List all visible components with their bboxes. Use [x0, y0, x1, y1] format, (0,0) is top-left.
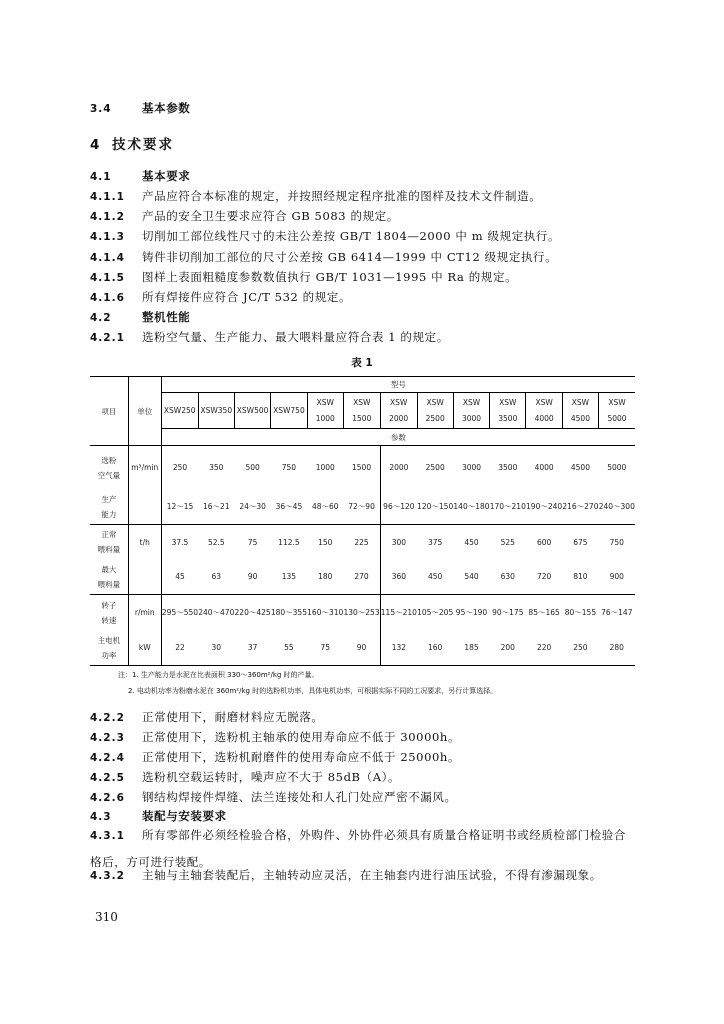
table-cell: 55	[284, 643, 294, 653]
table-cell: 540	[464, 572, 479, 582]
table-cell: 76～147	[601, 608, 633, 618]
row-label: 喂料量	[97, 545, 121, 555]
table-cell: 525	[500, 537, 515, 547]
model-size: 4500	[570, 413, 590, 423]
table-cell: 450	[464, 537, 479, 547]
row-unit: m³/min	[131, 463, 159, 473]
page-number: 310	[95, 910, 118, 924]
table-cell: 3500	[498, 463, 518, 473]
table-cell: 295～550	[161, 608, 199, 618]
table-row	[90, 490, 635, 525]
row-label: 能力	[101, 509, 117, 519]
model-name: XSW350	[200, 405, 233, 415]
clause-4-2-2: 4.2.2 正常使用下，耐磨材料应无脱落。	[90, 710, 324, 724]
table-row	[90, 446, 635, 490]
row-label: 功率	[101, 650, 117, 660]
table-cell: 12～15	[166, 502, 194, 512]
table-cell: 190～240	[526, 502, 563, 512]
table-cell: 140～180	[453, 502, 490, 512]
table-cell: 5000	[607, 463, 627, 473]
model-name: XSW750	[273, 405, 305, 415]
table-cell: 450	[428, 572, 443, 582]
table-cell: 48～60	[311, 502, 339, 512]
model-name: XSW	[389, 397, 408, 407]
table-cell: 115～210	[380, 608, 417, 618]
table-cell: 90	[247, 572, 258, 582]
table-cell: 130～253	[343, 608, 380, 618]
table-cell: 240～470	[198, 608, 235, 618]
row-label: 选粉	[101, 455, 117, 465]
table-cell: 270	[354, 572, 369, 582]
table-cell: 3000	[461, 463, 482, 473]
table-cell: 37.5	[171, 537, 189, 547]
model-size: 1500	[352, 413, 372, 423]
table-cell: 600	[536, 537, 552, 547]
spec-table-body	[90, 377, 635, 666]
table-cell: 180～355	[270, 608, 307, 618]
table-cell: 52.5	[207, 537, 225, 547]
heading-4-1: 4.1 基本要求	[90, 169, 191, 183]
table-cell: 135	[281, 572, 297, 582]
model-name: XSW500	[236, 405, 269, 415]
table-cell: 95～190	[455, 608, 488, 618]
model-name: XSW	[499, 397, 517, 407]
table-cell: 72～90	[348, 502, 375, 512]
header-unit: 单位	[137, 406, 153, 416]
table-cell: 375	[428, 537, 443, 547]
model-size: 3500	[498, 413, 518, 423]
clause-4-1-6: 4.1.6 所有焊接件应符合 JC/T 532 的规定。	[90, 290, 352, 304]
model-size: 3000	[461, 413, 482, 423]
table-cell: 4000	[534, 463, 554, 473]
table-cell: 63	[211, 572, 222, 582]
clause-4-1-5: 4.1.5 图样上表面粗糙度参数数值执行 GB/T 1031—1995 中 Ra 的规定。	[90, 270, 518, 284]
clause-4-2-3: 4.2.3 正常使用下，选粉机主轴承的使用寿命应不低于 30000h。	[90, 730, 461, 744]
table-cell: 225	[354, 537, 369, 547]
table-cell: 1000	[315, 463, 335, 473]
model-name: XSW250	[163, 405, 196, 415]
table-cell: 160	[428, 643, 443, 653]
row-label: 最大	[101, 564, 117, 574]
table-note-1: 注：1. 生产能力是水泥在比表面积 330～360m²/kg 时的产量。	[118, 671, 319, 679]
model-size: 5000	[607, 413, 627, 423]
clause-4-3-1: 4.3.1 所有零部件必须经检验合格，外购件、外协件必须具有质量合格证明书或经质检部门检验合格后，方可进行装配。	[90, 828, 626, 869]
table-cell: 250	[172, 463, 188, 473]
heading-3-4: 3.4 基本参数	[90, 101, 191, 115]
clause-4-2-4: 4.2.4 正常使用下，选粉机耐磨件的使用寿命应不低于 25000h。	[90, 750, 461, 764]
heading-4-2: 4.2 整机性能	[90, 310, 191, 324]
table-cell: 90～175	[492, 608, 524, 618]
model-size: 4000	[534, 413, 554, 423]
clause-4-1-1: 4.1.1 产品应符合本标准的规定，并按照经规定程序批准的图样及技术文件制造。	[90, 189, 542, 203]
table-cell: 185	[464, 643, 479, 653]
table-cell: 240～300	[598, 502, 635, 512]
table-cell: 630	[500, 572, 515, 582]
model-size: 1000	[315, 413, 335, 423]
model-name: XSW	[608, 397, 626, 407]
table-note-2: 2. 电动机功率为粉磨水泥在 360m²/kg 时的选粉机功率，具体电机功率，可根据实际不同的工况要求，另行计算选择。	[128, 687, 498, 695]
model-size: 2500	[425, 413, 445, 423]
row-label: 转速	[101, 615, 117, 625]
row-label: 主电机	[97, 635, 121, 645]
heading-4: 4 技术要求	[90, 137, 174, 153]
table-cell: 112.5	[278, 537, 300, 547]
table-cell: 220	[536, 643, 552, 653]
row-label: 正常	[101, 530, 117, 540]
table-cell: 80～155	[564, 608, 597, 618]
table-cell: 170～210	[489, 502, 526, 512]
clause-4-1-3: 4.1.3 切削加工部位线性尺寸的未注公差按 GB/T 1804—2000 中 m 级规定执行。	[90, 229, 561, 243]
table-cell: 22	[175, 643, 185, 653]
table-cell: 300	[391, 537, 407, 547]
model-name: XSW	[426, 397, 444, 407]
model-name: XSW	[353, 397, 371, 407]
table-cell: 150	[318, 537, 333, 547]
table-cell: 675	[573, 537, 588, 547]
table-cell: 75	[320, 643, 330, 653]
table-cell: 4500	[570, 463, 590, 473]
table-cell: 90	[356, 643, 367, 653]
table-row	[90, 595, 635, 631]
table-row	[90, 525, 635, 560]
table-cell: 360	[391, 572, 407, 582]
row-label: 空气量	[97, 470, 121, 480]
clause-4-1-4: 4.1.4 铸件非切削加工部位的尺寸公差按 GB 6414—1999 中 CT12 级规定执行。	[90, 250, 558, 264]
table-cell: 36～45	[275, 502, 303, 512]
row-label: 转子	[101, 600, 117, 610]
table-cell: 1500	[352, 463, 372, 473]
row-unit: r/min	[134, 608, 155, 618]
table-cell: 24～30	[239, 502, 266, 512]
clause-4-3-2: 4.3.2 主轴与主轴套装配后，主轴转动应灵活，在主轴套内进行油压试验，不得有渗漏现象。	[90, 868, 602, 882]
table-cell: 120～150	[417, 502, 454, 512]
table-cell: 250	[573, 643, 588, 653]
clause-4-2-1: 4.2.1 选粉空气量、生产能力、最大喂料量应符合表 1 的规定。	[90, 330, 449, 344]
table-cell: 900	[609, 572, 624, 582]
table-cell: 105～205	[417, 608, 454, 618]
table-cell: 720	[536, 572, 552, 582]
table-cell: 750	[281, 463, 297, 473]
model-name: XSW	[462, 397, 481, 407]
clause-4-2-5: 4.2.5 选粉机空载运转时，噪声应不大于 85dB（A）。	[90, 770, 401, 784]
row-unit: t/h	[139, 537, 150, 547]
model-size: 2000	[389, 413, 409, 423]
table-cell: 16～21	[203, 502, 230, 512]
clause-4-2-6: 4.2.6 钢结构焊接件焊缝、法兰连接处和人孔门处应严密不漏风。	[90, 790, 457, 804]
table-cell: 750	[609, 537, 624, 547]
header-item: 项目	[101, 406, 117, 416]
row-unit: kW	[138, 643, 151, 653]
row-label: 生产	[101, 494, 117, 504]
table-cell: 216～270	[562, 502, 599, 512]
table-cell: 30	[211, 643, 222, 653]
table-caption: 表 1	[351, 357, 373, 369]
row-label: 喂料量	[97, 579, 121, 589]
table-cell: 500	[245, 463, 260, 473]
model-name: XSW	[316, 397, 334, 407]
table-row	[90, 631, 635, 666]
table-cell: 350	[209, 463, 224, 473]
spec-table	[90, 376, 635, 666]
header-model: 型号	[390, 380, 406, 389]
model-name: XSW	[571, 397, 590, 407]
header-params: 参数	[390, 432, 406, 442]
clause-4-1-2: 4.1.2 产品的安全卫生要求应符合 GB 5083 的规定。	[90, 209, 399, 223]
table-row	[90, 560, 635, 595]
table-cell: 810	[573, 572, 588, 582]
table-cell: 280	[609, 643, 624, 653]
table-cell: 37	[247, 643, 258, 653]
table-cell: 2000	[389, 463, 409, 473]
table-cell: 132	[391, 643, 407, 653]
table-cell: 96～120	[383, 502, 415, 512]
table-cell: 180	[318, 572, 333, 582]
model-name: XSW	[535, 397, 553, 407]
table-cell: 220～425	[234, 608, 271, 618]
table-cell: 200	[500, 643, 515, 653]
table-cell: 85～165	[528, 608, 560, 618]
table-cell: 2500	[425, 463, 445, 473]
table-cell: 45	[175, 572, 185, 582]
table-cell: 160～310	[307, 608, 344, 618]
heading-4-3: 4.3 装配与安装要求	[90, 809, 227, 823]
table-cell: 75	[247, 537, 258, 547]
